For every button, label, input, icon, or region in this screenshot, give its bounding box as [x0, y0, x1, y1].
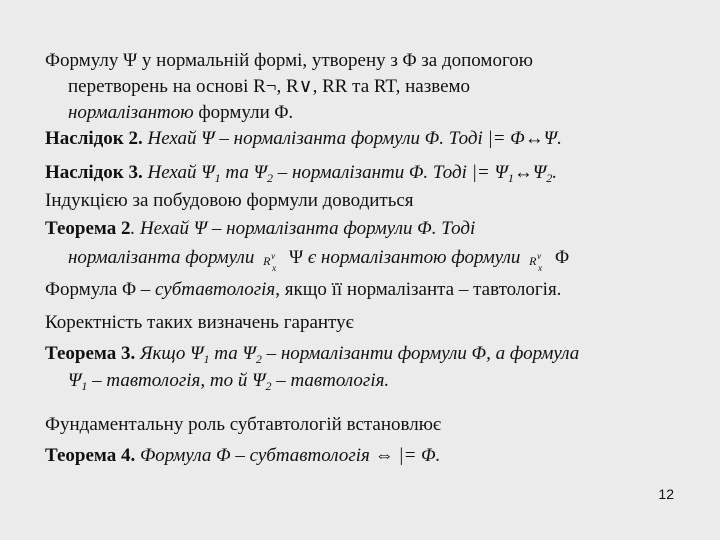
induction-line: [45, 190, 414, 212]
subscript: 1: [507, 171, 514, 185]
theorem-label: Теорема 4.: [45, 445, 136, 466]
theorem-text: та Ψ: [209, 343, 256, 364]
corollary-text: Нехай Ψ: [142, 162, 215, 183]
paragraph-text: Формулу Ψ у нормальній формі, утворену з Φ за допомогою: [45, 50, 533, 71]
corollary-2: [45, 128, 562, 150]
corollary-text: – нормалізанти Φ. Тоді |= Ψ: [272, 162, 508, 183]
text-line-1: [45, 50, 533, 72]
corollary-label: Наслідок 2.: [45, 128, 143, 149]
theorem-3: [45, 343, 579, 365]
theorem-text: – нормалізанти формули Φ, а формула: [261, 343, 580, 364]
page-number: 12: [658, 486, 674, 502]
paragraph-text: перетворень на основі R¬, R∨, RR та RT, назвемо: [68, 76, 471, 97]
term-normalizant: нормалізантою: [68, 102, 194, 123]
term-subtautology: субтавтологія: [154, 279, 276, 300]
subscript: 2: [546, 171, 553, 185]
rule-operator: R v x: [529, 251, 543, 273]
theorem-text: – тавтологія, то й Ψ: [87, 370, 266, 391]
subscript: 1: [214, 171, 221, 185]
paragraph-text: Коректність таких визначень гарантує: [45, 312, 354, 333]
text-line-2: [68, 76, 470, 98]
theorem-4: [45, 445, 440, 467]
theorem-text: Якщо Ψ: [135, 343, 204, 364]
text-line-3: [68, 102, 293, 124]
theorem-text: Φ: [555, 247, 570, 268]
paragraph-text: Індукцією за побудовою формули доводиться: [45, 190, 414, 211]
paragraph-text: Фундаментальну роль субтавтологій встановлює: [45, 414, 442, 435]
paragraph-text: Формула Φ –: [45, 279, 155, 300]
subscript: 2: [255, 352, 262, 366]
corollary-text: ↔Ψ: [513, 162, 547, 183]
theorem-text: . Нехай Ψ – нормалізанта формули Φ. Тоді: [130, 218, 476, 239]
subscript: 1: [203, 352, 210, 366]
subscript: 1: [81, 379, 88, 393]
paragraph-text: , якщо її нормалізанта – тавтологія.: [275, 279, 562, 300]
subscript: 2: [266, 171, 273, 185]
theorem-text: – тавтологія.: [271, 370, 390, 391]
fundamental-line: [45, 414, 441, 436]
correctness-line: [45, 312, 354, 334]
theorem-text: Ψ: [289, 247, 304, 268]
rule-operator: R v x: [263, 251, 277, 273]
corollary-3: [45, 162, 557, 184]
definition-line: [45, 279, 561, 301]
theorem-3-cont: [68, 370, 389, 392]
theorem-text: Ψ: [68, 370, 82, 391]
corollary-label: Наслідок 3.: [45, 162, 143, 183]
theorem-label: Теорема 2: [45, 218, 131, 239]
theorem-text: є нормалізантою формули: [303, 247, 521, 268]
subscript: 2: [265, 379, 272, 393]
theorem-2: [45, 218, 475, 240]
corollary-text: .: [552, 162, 557, 183]
paragraph-text: формули Φ.: [193, 102, 294, 123]
theorem-text: нормалізанта формули: [68, 247, 255, 268]
theorem-2-cont: [68, 246, 570, 273]
theorem-text: Формула Φ – субтавтологія ⇔ |= Φ.: [135, 445, 441, 466]
theorem-label: Теорема 3.: [45, 343, 136, 364]
corollary-text: Нехай Ψ – нормалізанта формули Φ. Тоді |= Φ↔Ψ.: [142, 128, 562, 149]
corollary-text: та Ψ: [220, 162, 267, 183]
